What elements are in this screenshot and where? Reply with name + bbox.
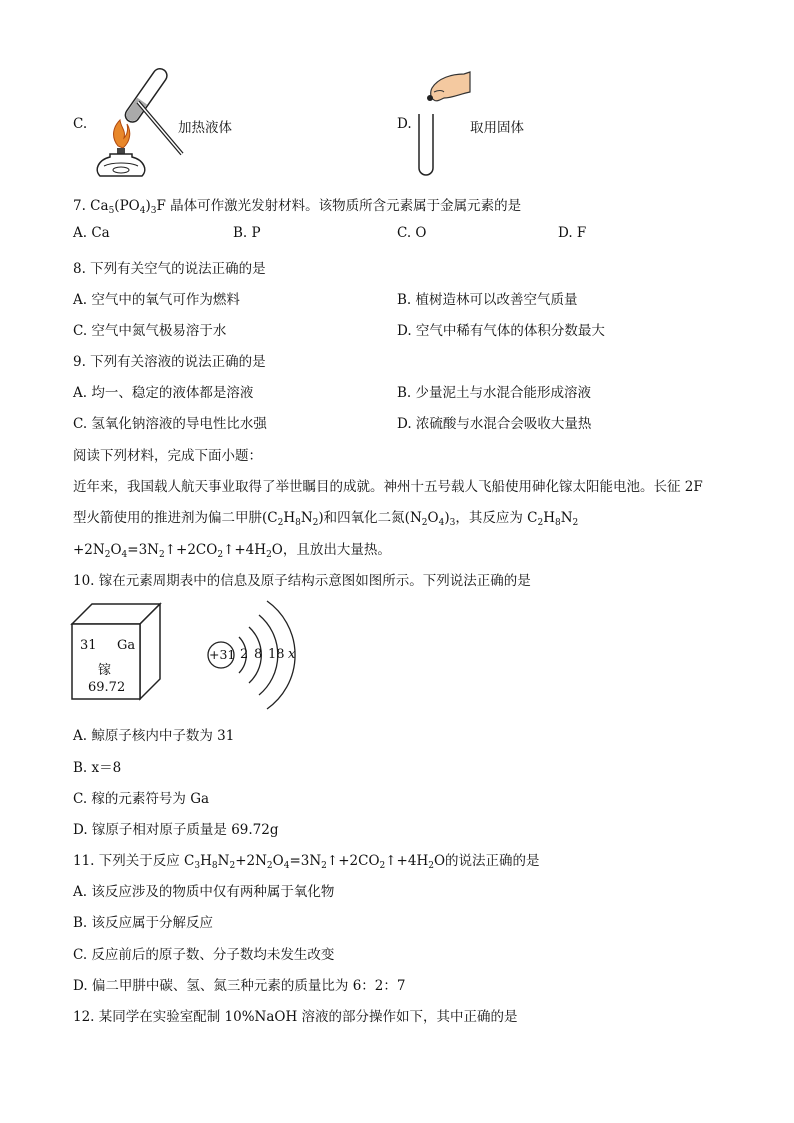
question-10-option-c[interactable]: C. 稼的元素符号为 Ga xyxy=(73,791,210,807)
taking-solid-illustration xyxy=(412,68,472,178)
question-9-option-d[interactable]: D. 浓硫酸与水混合会吸收大量热 xyxy=(397,416,592,432)
option-d-label: 取用固体 xyxy=(470,120,524,136)
question-7-stem: 7. $Ca_5(PO_4)_3F$ 晶体可作激光发射材料。该物质所含元素属于金属元素的是 xyxy=(73,198,522,216)
reading-paragraph-line-2: 型火箭使用的推进剂为偏二甲肼$(C_2H_8N_2)$和四氧化二氮$(N_2O_4)_3$，其反应为 $C_2H_8N_2$ xyxy=(73,510,579,528)
reading-paragraph-line-3: $+2N_2O_4=3N_2↑+2CO_2↑+4H_2O$，且放出大量热。 xyxy=(73,542,391,560)
question-7-option-c[interactable]: C. O xyxy=(397,225,427,241)
atom-nucleus-charge: +31 xyxy=(209,647,236,662)
question-7-option-a[interactable]: A. Ca xyxy=(73,225,110,241)
cell-element-name: 镓 xyxy=(98,663,112,678)
question-7-option-d[interactable]: D. F xyxy=(558,225,587,241)
question-9-option-c[interactable]: C. 氢氧化钠溶液的导电性比水强 xyxy=(73,416,267,432)
question-9-option-b[interactable]: B. 少量泥土与水混合能形成溶液 xyxy=(397,385,592,401)
option-c-label: 加热液体 xyxy=(178,120,232,136)
cell-atomic-mass: 69.72 xyxy=(88,680,126,695)
atom-shell-3-electrons: 18 xyxy=(268,647,285,662)
question-10-stem: 10. 镓在元素周期表中的信息及原子结构示意图如图所示。下列说法正确的是 xyxy=(73,573,531,589)
question-11-option-c[interactable]: C. 反应前后的原子数、分子数均未发生改变 xyxy=(73,947,335,963)
cell-atomic-number: 31 xyxy=(80,638,97,653)
question-12-stem: 12. 某同学在实验室配制 10%NaOH 溶液的部分操作如下，其中正确的是 xyxy=(73,1009,518,1025)
question-11-option-b[interactable]: B. 该反应属于分解反应 xyxy=(73,915,214,931)
option-d-letter: D. xyxy=(397,116,412,132)
atom-shell-2-electrons: 8 xyxy=(254,647,263,662)
question-8-option-a[interactable]: A. 空气中的氧气可作为燃料 xyxy=(73,292,240,308)
heating-liquid-illustration xyxy=(90,62,185,177)
reading-intro: 阅读下列材料，完成下面小题： xyxy=(73,448,262,464)
question-11-option-a[interactable]: A. 该反应涉及的物质中仅有两种属于氧化物 xyxy=(73,884,335,900)
option-c-letter: C. xyxy=(73,116,88,132)
question-8-stem: 8. 下列有关空气的说法正确的是 xyxy=(73,261,266,277)
question-10-option-d[interactable]: D. 镓原子相对原子质量是 69.72g xyxy=(73,822,279,838)
atom-shell-4-electrons: x xyxy=(288,647,296,662)
question-10-option-b[interactable]: B. x＝8 xyxy=(73,760,122,776)
question-7-option-b[interactable]: B. P xyxy=(233,225,261,241)
question-9-stem: 9. 下列有关溶液的说法正确的是 xyxy=(73,354,266,370)
question-8-option-b[interactable]: B. 植树造林可以改善空气质量 xyxy=(397,292,578,308)
question-8-option-d[interactable]: D. 空气中稀有气体的体积分数最大 xyxy=(397,323,605,339)
cell-element-symbol: Ga xyxy=(117,638,136,653)
question-8-option-c[interactable]: C. 空气中氮气极易溶于水 xyxy=(73,323,227,339)
question-10-option-a[interactable]: A. 鲸原子核内中子数为 31 xyxy=(73,728,235,744)
atom-shell-1-electrons: 2 xyxy=(240,647,249,662)
question-11-option-d[interactable]: D. 偏二甲肼中碳、氢、氮三种元素的质量比为 6：2：7 xyxy=(73,978,406,994)
question-11-stem: 11. 下列关于反应 $C_3H_8N_2+2N_2O_4=3N_2↑+2CO_2↑+4H_2O$的说法正确的是 xyxy=(73,853,540,871)
reading-paragraph-line-1: 近年来，我国载人航天事业取得了举世瞩目的成就。神州十五号载人飞船使用砷化镓太阳能电池。长征 2F xyxy=(73,479,703,495)
question-9-option-a[interactable]: A. 均一、稳定的液体都是溶液 xyxy=(73,385,254,401)
